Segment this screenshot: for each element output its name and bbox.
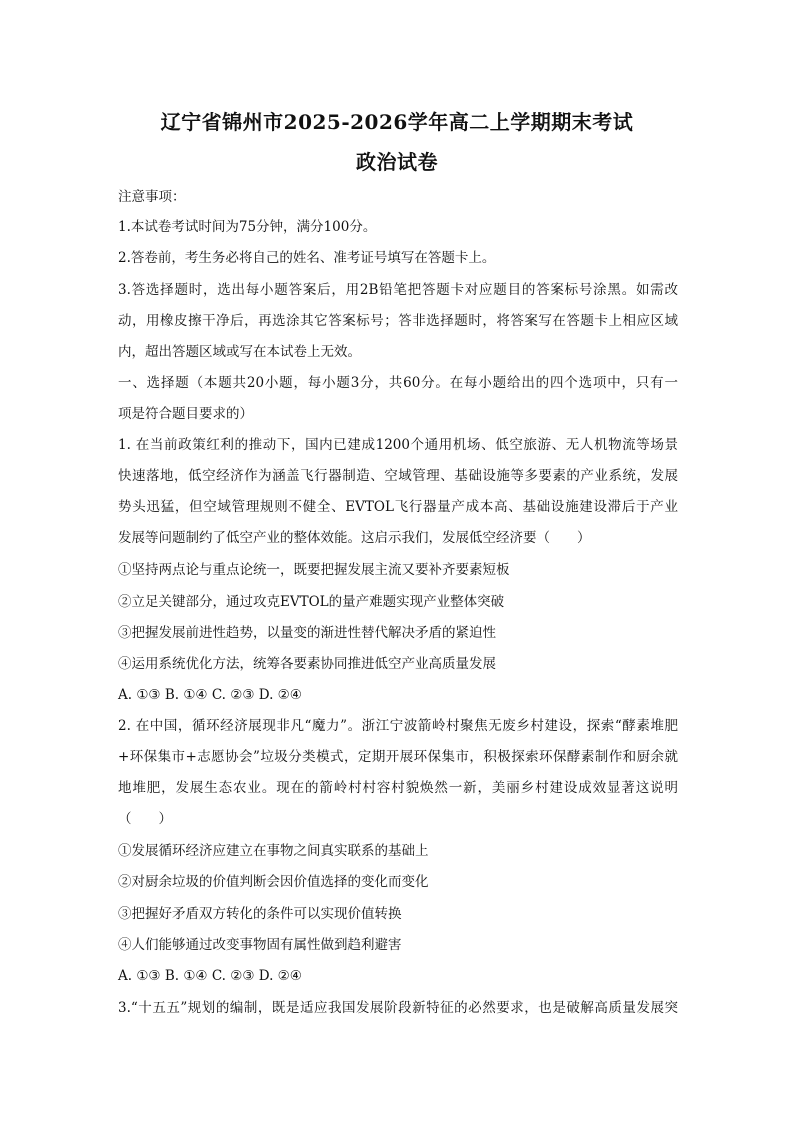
q1-option-3: ③把握发展前进性趋势，以量变的渐进性替代解决矛盾的紧迫性 — [118, 625, 496, 641]
notice-item-2: 2.答卷前，考生务必将自己的姓名、准考证号填写在答题卡上。 — [118, 250, 496, 266]
q2-stem-line-3: 地堆肥，发展生态农业。现在的箭岭村村容村貌焕然一新，美丽乡村建设成效显著这说明 — [118, 780, 678, 796]
q2-option-4: ④人们能够通过改变事物固有属性做到趋利避害 — [118, 937, 402, 953]
notice-item-3-line-2: 动，用橡皮擦干净后，再选涂其它答案标号；答非选择题时，将答案写在答题卡上相应区域 — [118, 313, 678, 329]
q1-stem-line-1: 1. 在当前政策红利的推动下，国内已建成1200个通用机场、低空旅游、无人机物流等场景 — [118, 437, 678, 453]
q1-option-4: ④运用系统优化方法，统筹各要素协同推进低空产业高质量发展 — [118, 656, 496, 672]
notice-item-1: 1.本试卷考试时间为75分钟，满分100分。 — [118, 219, 377, 235]
notice-item-3-line-3: 内，超出答题区域或写在本试卷上无效。 — [118, 344, 361, 360]
q2-answer-choices: A. ①③ B. ①④ C. ②③ D. ②④ — [118, 968, 302, 984]
q1-stem-line-3: 势头迅猛，但空域管理规则不健全、EVTOL飞行器量产成本高、基础设施建设滞后于产业 — [118, 499, 678, 515]
q2-stem-line-4: （ ） — [118, 811, 172, 827]
notice-item-3-line-1: 3.答选择题时，选出每小题答案后，用2B铅笔把答题卡对应题目的答案标号涂黑。如需改 — [118, 282, 678, 298]
q2-option-3: ③把握好矛盾双方转化的条件可以实现价值转换 — [118, 906, 402, 922]
section-heading-line-1: 一、选择题（本题共20小题，每小题3分，共60分。在每小题给出的四个选项中，只有一 — [118, 375, 678, 391]
q1-option-2: ②立足关键部分，通过攻克EVTOL的量产难题实现产业整体突破 — [118, 594, 505, 610]
q3-stem-line-1: 3.“十五五”规划的编制，既是适应我国发展阶段新特征的必然要求，也是破解高质量发展突 — [118, 1000, 678, 1016]
q1-answer-choices: A. ①③ B. ①④ C. ②③ D. ②④ — [118, 687, 302, 703]
q2-stem-line-1: 2. 在中国，循环经济展现非凡“魔力”。浙江宁波箭岭村聚焦无废乡村建设，探索“酵素堆肥 — [118, 718, 678, 734]
q2-stem-line-2: +环保集市+志愿协会”垃圾分类模式，定期开展环保集市，积极探索环保酵素制作和厨余就 — [118, 749, 678, 765]
page-title: 辽宁省锦州市2025-2026学年高二上学期期末考试 — [160, 110, 634, 134]
q1-option-1: ①坚持两点论与重点论统一，既要把握发展主流又要补齐要素短板 — [118, 562, 510, 578]
q2-option-1: ①发展循环经济应建立在事物之间真实联系的基础上 — [118, 843, 429, 859]
section-heading-line-2: 项是符合题目要求的） — [118, 406, 253, 422]
q1-stem-line-4: 发展等问题制约了低空产业的整体效能。这启示我们，发展低空经济要（ ） — [118, 530, 591, 546]
page-subtitle: 政治试卷 — [356, 150, 438, 174]
q2-option-2: ②对厨余垃圾的价值判断会因价值选择的变化而变化 — [118, 874, 429, 890]
q1-stem-line-2: 快速落地，低空经济作为涵盖飞行器制造、空域管理、基础设施等多要素的产业系统，发展 — [118, 468, 678, 484]
notice-heading: 注意事项： — [118, 189, 186, 205]
